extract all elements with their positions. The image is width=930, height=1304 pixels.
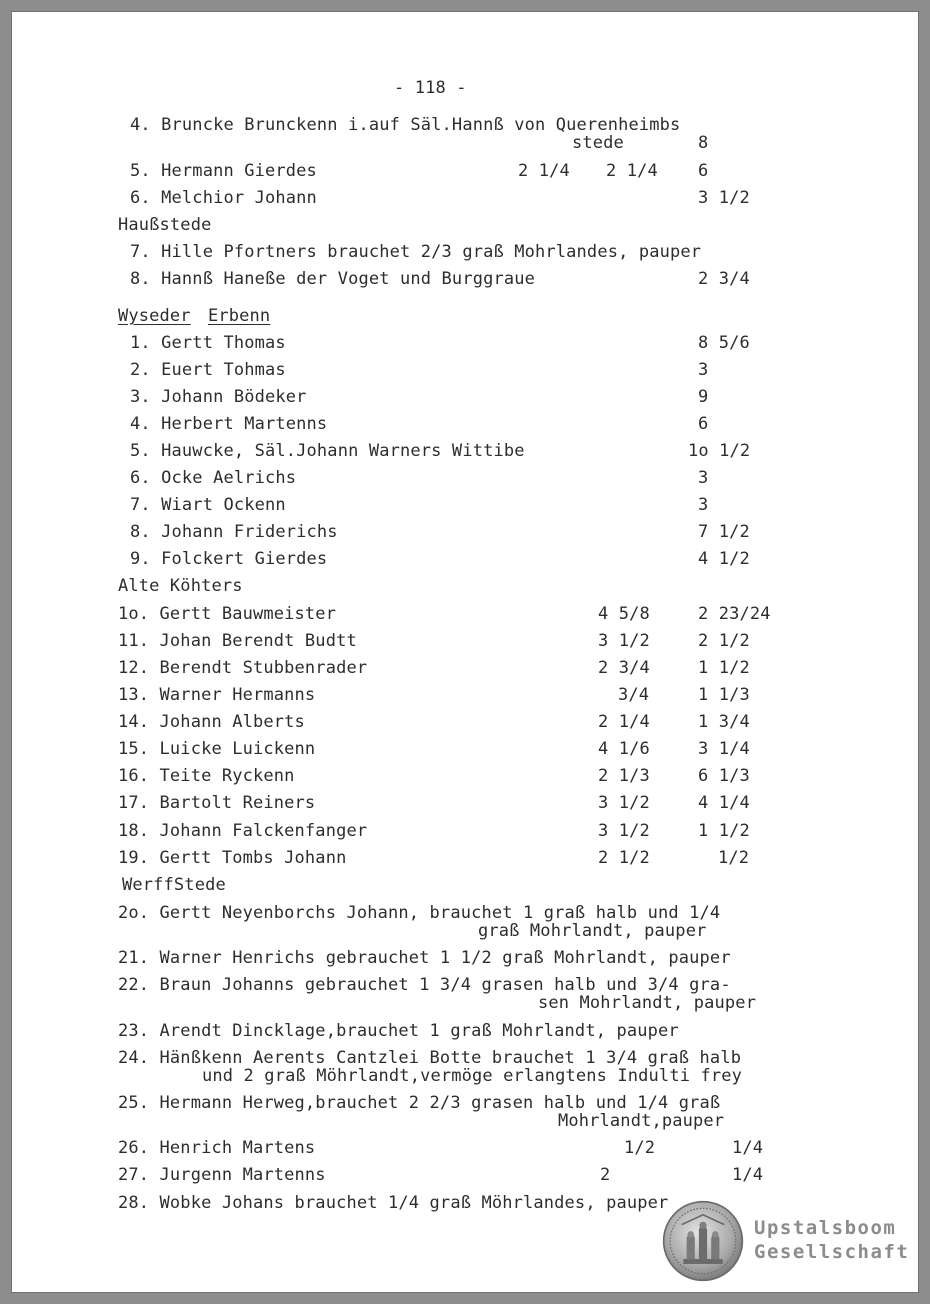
koehter-16-col3: 6 1/3 xyxy=(698,766,750,786)
koehter-19-col2: 2 1/2 xyxy=(598,848,650,868)
werff-27-col2: 2 xyxy=(600,1165,611,1185)
werff-22-line2: sen Mohrlandt, pauper xyxy=(538,993,757,1013)
erbe-3-name: 3. Johann Bödeker xyxy=(130,387,307,407)
werff-25-line1: 25. Hermann Herweg,brauchet 2 2/3 grasen halb und 1/4 graß xyxy=(118,1093,721,1113)
entry-4-value: 8 xyxy=(698,133,709,153)
entry-5-col1: 2 1/4 xyxy=(518,161,570,181)
entry-7-name: 7. Hille Pfortners brauchet 2/3 graß Mohrlandes, pauper xyxy=(130,242,702,262)
koehter-12-col3: 1 1/2 xyxy=(698,658,750,678)
koehter-17-col2: 3 1/2 xyxy=(598,793,650,813)
brand-line1: Upstalsboom xyxy=(754,1217,897,1239)
erbe-7-col3: 3 xyxy=(698,495,709,515)
werff-20-line1: 2o. Gertt Neyenborchs Johann, brauchet 1 graß halb und 1/4 xyxy=(118,903,721,923)
section-alte-koehters: Alte Köhters xyxy=(118,576,243,596)
entry-8-col3: 2 3/4 xyxy=(698,269,750,289)
erbe-9-name: 9. Folckert Gierdes xyxy=(130,549,328,569)
section-werffstede: WerffStede xyxy=(122,875,226,895)
koehter-15-col2: 4 1/6 xyxy=(598,739,650,759)
entry-5-name: 5. Hermann Gierdes xyxy=(130,161,317,181)
erbe-6-col3: 3 xyxy=(698,468,709,488)
koehter-10-name: 1o. Gertt Bauwmeister xyxy=(118,604,337,624)
koehter-12-col2: 2 3/4 xyxy=(598,658,650,678)
entry-6-col3: 3 1/2 xyxy=(698,188,750,208)
koehter-13-name: 13. Warner Hermanns xyxy=(118,685,316,705)
erbe-6-name: 6. Ocke Aelrichs xyxy=(130,468,297,488)
koehter-13-col2: 3/4 xyxy=(618,685,650,705)
werff-23-line1: 23. Arendt Dincklage,brauchet 1 graß Mohrlandt, pauper xyxy=(118,1021,679,1041)
koehter-13-col3: 1 1/3 xyxy=(698,685,750,705)
entry-8-name: 8. Hannß Haneße der Voget und Burggraue xyxy=(130,269,536,289)
werff-25-line2: Mohrlandt,pauper xyxy=(558,1111,725,1131)
section-erbenn: Erbenn xyxy=(208,306,271,326)
entry-5-col2: 2 1/4 xyxy=(606,161,658,181)
document-frame xyxy=(12,12,918,1292)
erbe-2-col3: 3 xyxy=(698,360,709,380)
page-number: - 118 - xyxy=(394,78,467,98)
erbe-1-col3: 8 5/6 xyxy=(698,333,750,353)
koehter-18-col2: 3 1/2 xyxy=(598,821,650,841)
erbe-1-name: 1. Gertt Thomas xyxy=(130,333,286,353)
koehter-15-name: 15. Luicke Luickenn xyxy=(118,739,316,759)
werff-24-line1: 24. Hänßkenn Aerents Cantzlei Botte brauchet 1 3/4 graß halb xyxy=(118,1048,742,1068)
entry-6-name: 6. Melchior Johann xyxy=(130,188,317,208)
erbe-8-col3: 7 1/2 xyxy=(698,522,750,542)
koehter-11-col2: 3 1/2 xyxy=(598,631,650,651)
koehter-17-col3: 4 1/4 xyxy=(698,793,750,813)
erbe-3-col3: 9 xyxy=(698,387,709,407)
entry-4-name: 4. Bruncke Brunckenn i.auf Säl.Hannß von Querenheimbs xyxy=(130,115,681,135)
brand-line2: Gesellschaft xyxy=(754,1241,910,1263)
erbe-5-name: 5. Hauwcke, Säl.Johann Warners Wittibe xyxy=(130,441,525,461)
werff-26-col2: 1/2 xyxy=(624,1138,656,1158)
koehter-14-name: 14. Johann Alberts xyxy=(118,712,305,732)
koehter-15-col3: 3 1/4 xyxy=(698,739,750,759)
erbe-9-col3: 4 1/2 xyxy=(698,549,750,569)
koehter-19-col3: 1/2 xyxy=(718,848,750,868)
brand-name xyxy=(754,1216,909,1264)
koehter-17-name: 17. Bartolt Reiners xyxy=(118,793,316,813)
koehter-18-name: 18. Johann Falckenfanger xyxy=(118,821,368,841)
seal-icon xyxy=(662,1200,744,1282)
koehter-16-col2: 2 1/3 xyxy=(598,766,650,786)
werff-21-line1: 21. Warner Henrichs gebrauchet 1 1/2 graß Mohrlandt, pauper xyxy=(118,948,731,968)
werff-27-col3: 1/4 xyxy=(732,1165,764,1185)
entry-4-continuation: stede xyxy=(572,133,624,153)
werff-28-line1: 28. Wobke Johans brauchet 1/4 graß Möhrlandes, pauper xyxy=(118,1193,669,1213)
werff-22-line1: 22. Braun Johanns gebrauchet 1 3/4 grasen halb und 3/4 gra- xyxy=(118,975,731,995)
koehter-11-col3: 2 1/2 xyxy=(698,631,750,651)
werff-26-name: 26. Henrich Martens xyxy=(118,1138,316,1158)
koehter-16-name: 16. Teite Ryckenn xyxy=(118,766,295,786)
erbe-7-name: 7. Wiart Ockenn xyxy=(130,495,286,515)
section-haussstede: Haußstede xyxy=(118,215,212,235)
koehter-10-col3: 2 23/24 xyxy=(698,604,771,624)
werff-27-name: 27. Jurgenn Martenns xyxy=(118,1165,326,1185)
werff-26-col3: 1/4 xyxy=(732,1138,764,1158)
koehter-10-col2: 4 5/8 xyxy=(598,604,650,624)
erbe-4-col3: 6 xyxy=(698,414,709,434)
erbe-4-name: 4. Herbert Martenns xyxy=(130,414,328,434)
werff-24-line2: und 2 graß Möhrlandt,vermöge erlangtens Indulti frey xyxy=(202,1066,743,1086)
koehter-18-col3: 1 1/2 xyxy=(698,821,750,841)
typed-page xyxy=(12,12,918,1292)
werff-20-line2: graß Mohrlandt, pauper xyxy=(478,921,707,941)
erbe-5-col3: 1o 1/2 xyxy=(688,441,751,461)
koehter-11-name: 11. Johan Berendt Budtt xyxy=(118,631,357,651)
koehter-14-col2: 2 1/4 xyxy=(598,712,650,732)
koehter-12-name: 12. Berendt Stubbenrader xyxy=(118,658,368,678)
erbe-2-name: 2. Euert Tohmas xyxy=(130,360,286,380)
koehter-19-name: 19. Gertt Tombs Johann xyxy=(118,848,347,868)
section-wyseder: Wyseder xyxy=(118,306,191,326)
erbe-8-name: 8. Johann Friderichs xyxy=(130,522,338,542)
koehter-14-col3: 1 3/4 xyxy=(698,712,750,732)
entry-5-col3: 6 xyxy=(698,161,709,181)
